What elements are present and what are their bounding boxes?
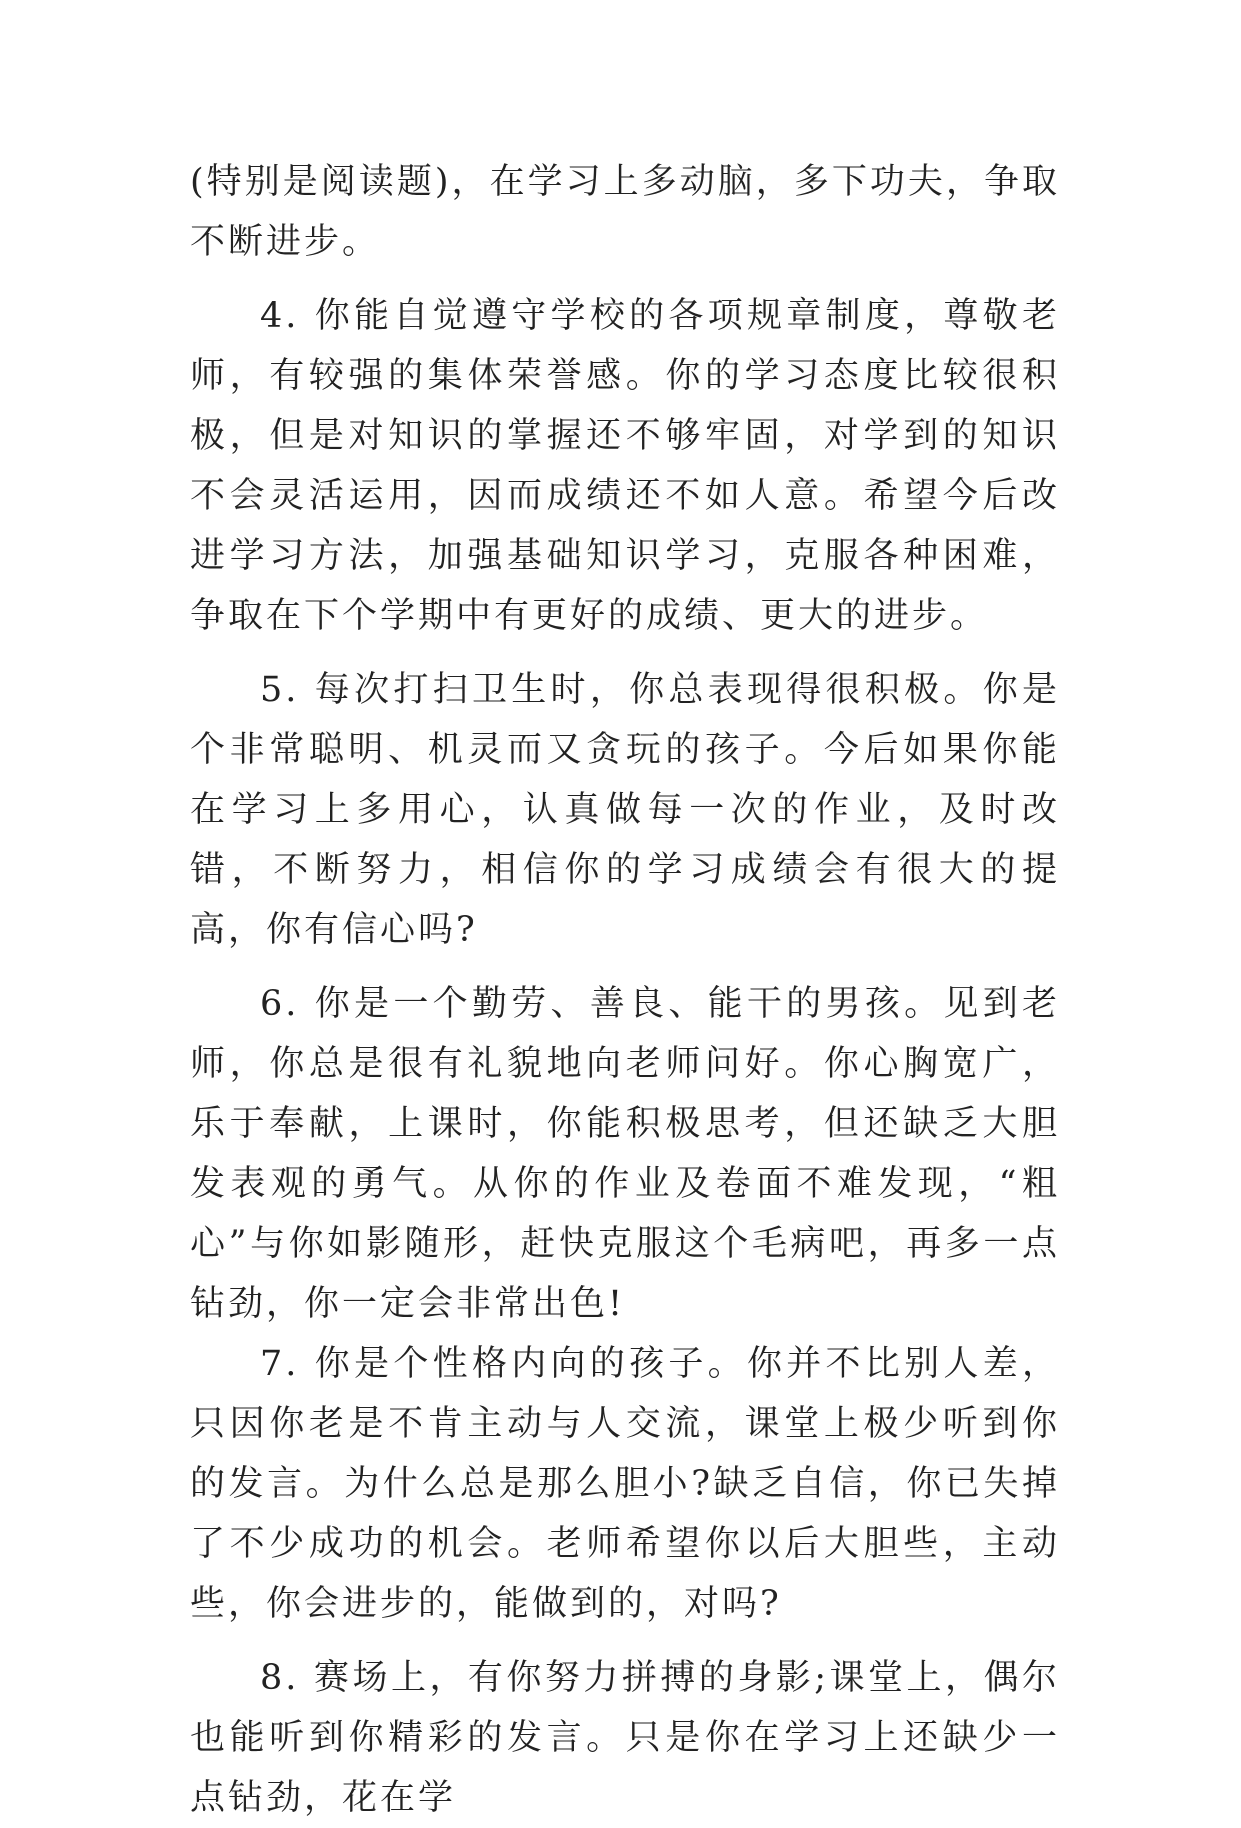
paragraph-item-7: 7. 你是个性格内向的孩子。你并不比别人差，只因你老是不肯主动与人交流，课堂上极少听到你的发言。为什么总是那么胆小?缺乏自信，你已失掉了不少成功的机会。老师希望你以后大胆些，主动些，你会进步的，能做到的，对吗? [190, 1344, 1060, 1624]
paragraph-item-6: 6. 你是一个勤劳、善良、能干的男孩。见到老师，你总是很有礼貌地向老师问好。你心胸宽广，乐于奉献，上课时，你能积极思考，但还缺乏大胆发表观的勇气。从你的作业及卷面不难发现，“粗心”与你如影随形，赶快克服这个毛病吧，再多一点钻劲，你一定会非常出色! [190, 984, 1060, 1324]
paragraph-item-5: 5. 每次打扫卫生时，你总表现得很积极。你是个非常聪明、机灵而又贪玩的孩子。今后如果你能在学习上多用心，认真做每一次的作业，及时改错，不断努力，相信你的学习成绩会有很大的提高，你有信心吗? [190, 670, 1060, 950]
document-body [190, 152, 1060, 1828]
paragraph-item-8: 8. 赛场上，有你努力拼搏的身影;课堂上，偶尔也能听到你精彩的发言。只是你在学习上还缺少一点钻劲，花在学 [190, 1658, 1060, 1818]
paragraph-continuation: (特别是阅读题)，在学习上多动脑，多下功夫，争取不断进步。 [190, 162, 1060, 262]
paragraph-item-4: 4. 你能自觉遵守学校的各项规章制度，尊敬老师，有较强的集体荣誉感。你的学习态度比较很积极，但是对知识的掌握还不够牢固，对学到的知识不会灵活运用，因而成绩还不如人意。希望今后改进学习方法，加强基础知识学习，克服各种困难，争取在下个学期中有更好的成绩、更大的进步。 [190, 296, 1060, 636]
